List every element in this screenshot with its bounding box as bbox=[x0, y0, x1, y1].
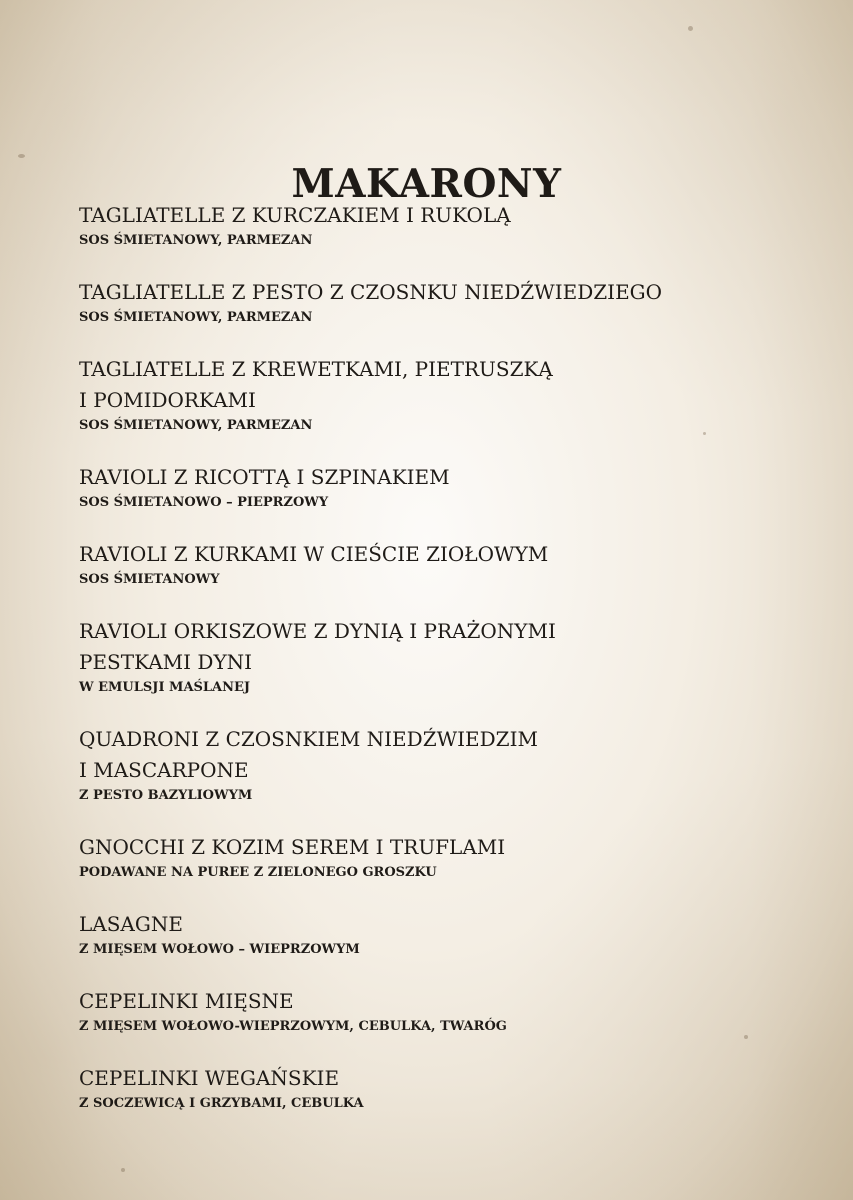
page-title: MAKARONY bbox=[291, 161, 562, 208]
menu-item-name: CEPELINKI MIĘSNE bbox=[79, 989, 294, 1013]
menu-item-name: RAVIOLI Z RICOTTĄ I SZPINAKIEM bbox=[79, 465, 450, 489]
menu-item-name: TAGLIATELLE Z PESTO Z CZOSNKU NIEDŹWIEDZIEGO bbox=[79, 280, 663, 304]
paper-speck bbox=[688, 26, 693, 31]
menu-item bbox=[79, 354, 759, 435]
menu-item-name: TAGLIATELLE Z KREWETKAMI, PIETRUSZKĄ I POMIDORKAMI bbox=[79, 357, 553, 412]
menu-item-description: Z MIĘSEM WOŁOWO-WIEPRZOWYM, CEBULKA, TWARÓG bbox=[79, 1019, 507, 1034]
menu-item bbox=[79, 200, 759, 250]
menu-item bbox=[79, 539, 759, 589]
menu-item-description: SOS ŚMIETANOWY, PARMEZAN bbox=[79, 310, 313, 325]
paper-speck bbox=[18, 154, 25, 158]
menu-item bbox=[79, 909, 759, 959]
menu-item-description: W EMULSJI MAŚLANEJ bbox=[79, 680, 251, 695]
menu-item bbox=[79, 277, 759, 327]
menu-item bbox=[79, 986, 759, 1036]
menu-item-name: RAVIOLI ORKISZOWE Z DYNIĄ I PRAŻONYMI PESTKAMI DYNI bbox=[79, 619, 556, 674]
menu-item-name: RAVIOLI Z KURKAMI W CIEŚCIE ZIOŁOWYM bbox=[79, 542, 549, 566]
menu-item bbox=[79, 616, 759, 697]
menu-item-description: SOS ŚMIETANOWO – PIEPRZOWY bbox=[79, 495, 329, 510]
menu-item-name: TAGLIATELLE Z KURCZAKIEM I RUKOLĄ bbox=[79, 203, 511, 227]
menu-item bbox=[79, 832, 759, 882]
menu-item-description: SOS ŚMIETANOWY, PARMEZAN bbox=[79, 418, 313, 433]
menu-item-description: SOS ŚMIETANOWY, PARMEZAN bbox=[79, 233, 313, 248]
menu-item-name: GNOCCHI Z KOZIM SEREM I TRUFLAMI bbox=[79, 835, 506, 859]
menu-item-description: Z MIĘSEM WOŁOWO – WIEPRZOWYM bbox=[79, 942, 360, 957]
menu-item bbox=[79, 1063, 759, 1113]
menu-item-name: CEPELINKI WEGAŃSKIE bbox=[79, 1066, 340, 1090]
menu-item-name: LASAGNE bbox=[79, 912, 183, 936]
menu-item-description: Z SOCZEWICĄ I GRZYBAMI, CEBULKA bbox=[79, 1096, 364, 1111]
paper-speck bbox=[121, 1168, 125, 1172]
menu-item-description: Z PESTO BAZYLIOWYM bbox=[79, 788, 253, 803]
menu-item bbox=[79, 724, 759, 805]
menu-item bbox=[79, 462, 759, 512]
menu-item-name: QUADRONI Z CZOSNKIEM NIEDŹWIEDZIM I MASCARPONE bbox=[79, 727, 538, 782]
menu-item-description: SOS ŚMIETANOWY bbox=[79, 572, 220, 587]
menu-item-description: PODAWANE NA PUREE Z ZIELONEGO GROSZKU bbox=[79, 865, 437, 880]
